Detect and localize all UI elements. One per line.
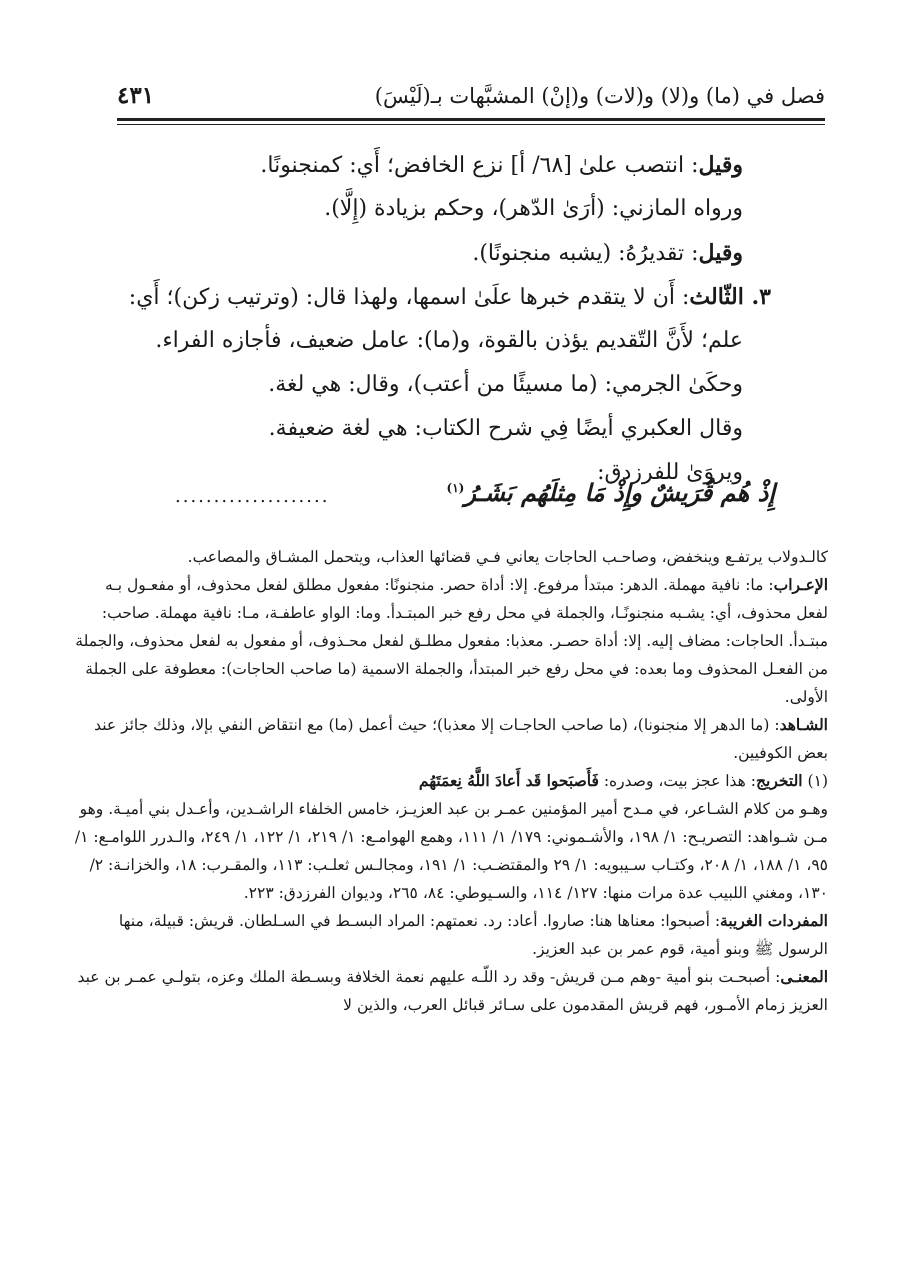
text-line: وقيل: تقديرُهُ: (يشبه منجنونًا). bbox=[472, 240, 743, 266]
verse-hemistich: إِذْ هُم قُرَيشٌ وإِذْ مَا مِثلَهُم بَشَـرُ$^{(١)}$ bbox=[446, 478, 775, 507]
sadr-verse: فَأَصبَحوا قَد أَعادَ اللَّهُ نِعمَتَهُم bbox=[418, 771, 599, 790]
footnote-1-body: وهـو من كلام الشـاعر، في مـدح أمير المؤمنين عمـر بن عبد العزيـز، خامس الخلفاء الراشـدين، وأعـدل بني أميـة. وهو مـن شـواهد: التصريـح: ١/ ١٩٨، والأشـموني: ١٧٩/ ١/ ١١١، وهمع الهوامـع: ١/ ٢١٩، ١/ ١٢٢، ١/ ٢٤٩، والـدرر اللوامـع: ١/ ٩٥، ١/ ١٨٨، ١/ ٢٠٨، وكتـاب سـيبويه: ١/ ٢٩ والمقتضـب: ١/ ١٩١، ومجالـس ثعلـب: ١١٣، والمقـرب: ١٨، والخزانـة: ٢/ ١٣٠، ومغني اللبيب عدة مرات منها: ١٢٧/ ١١٤، والسـيوطي: ٨٤، ٢٦٥، وديوان الفرزدق: ٢٢٣. bbox=[74, 800, 828, 902]
running-title: فصل في (ما) و(لا) و(لات) و(إنْ) المشبَّهات بـ(لَيْسَ) bbox=[374, 84, 825, 108]
note-irab: الإعـراب: ما: نافية مهملة. الدهر: مبتدأ مرفوع. إلا: أداة حصر. منجنونًا: مفعول مطلق لفعل محذوف، أو مفعـول بـه لفعل محذوف، أي: يشـبه منجنونًـا، والجملة في محل رفع خبر المبتـدأ. وما: الواو عاطفـة، مـا: نافية مهملة. صاحب: مبتـدأ. الحاجات: مضاف إليه. إلا: أداة حصـر. معذبا: مفعول مطلـق لفعل محـذوف، أو مفعول به لفعل محذوف، والجملة من الفعـل المحذوف وما بعده: في محل رفع خبر المبتدأ، والجملة الاسمية (ما صاحب الحاجات): معطوفة على الجملة الأولى. bbox=[75, 575, 828, 706]
text-line: وقيل: انتصب علىٰ [٦٨/ أ] نزع الخافض؛ أَي: كمنجنونًا. bbox=[260, 152, 743, 178]
note-shahid: الشـاهد: (ما الدهر إلا منجنونا)، (ما صاحب الحاجـات إلا معذبا)؛ حيث أعمل (ما) مع انتقاض النفي بإلا، وذلك جائز عند بعض الكوفيين. bbox=[94, 715, 828, 762]
footnote-marker: (١) bbox=[446, 481, 465, 495]
numbered-item: ٣. الثّالث: أَن لا يتقدم خبرها علَىٰ اسمها، ولهذا قال: (وترتيب زكن)؛ أَي: bbox=[128, 284, 771, 310]
verse-ellipsis: .................... bbox=[175, 486, 330, 507]
footnotes bbox=[72, 543, 828, 1019]
text-line: وقال العكبري أيضًا فِي شرح الكتاب: هي لغة ضعيفة. bbox=[268, 416, 743, 441]
main-text bbox=[123, 143, 771, 495]
text-line: ورواه المازني: (أرَىٰ الدّهر)، وحكم بزيادة (إِلَّا). bbox=[324, 196, 743, 221]
header-rule-thick bbox=[117, 118, 825, 121]
note-maana: المعنـى: أصبحـت بنو أمية -وهم مـن قريش- وقد رد اللّـه عليهم نعمة الخلافة وبسـطة الملك وعزه، بتولـي عمـر بن عبد العزيز زمام الأمـور، فهم قريش المقدمون على سـائر قبائل العرب، والذين لا bbox=[77, 967, 828, 1014]
page-number: ٤٣١ bbox=[117, 82, 155, 109]
note-mufradat: المفردات الغريبة: أصبحوا: معناها هنا: صاروا. أعاد: رد. نعمتهم: المراد البسـط في السـلطان. قريش: قبيلة، منها الرسول ﷺ وبنو أمية، قوم عمر بن عبد العزيز. bbox=[118, 911, 828, 958]
poetry-verse bbox=[175, 478, 775, 522]
text-line: علم؛ لأَنَّ التّقديم يؤذن بالقوة، و(ما): عامل ضعيف، فأجازه الفراء. bbox=[155, 328, 743, 353]
page-header bbox=[117, 80, 825, 116]
text-line: وحكَىٰ الجرمي: (ما مسيئًا من أعتب)، وقال: هي لغة. bbox=[268, 372, 743, 397]
footnote-1: (١) التخريج: هذا عجز بيت، وصدره: فَأَصبَحوا قَد أَعادَ اللَّهُ نِعمَتَهُم bbox=[418, 771, 828, 790]
note-paragraph: كالـدولاب يرتفـع وينخفض، وصاحـب الحاجات يعاني فـي قضائها العذاب، ويتحمل المشـاق والمصاعب. bbox=[187, 548, 828, 566]
text-line: ويروَىٰ للفرزدق: bbox=[597, 460, 743, 485]
header-rule-thin bbox=[117, 124, 825, 125]
